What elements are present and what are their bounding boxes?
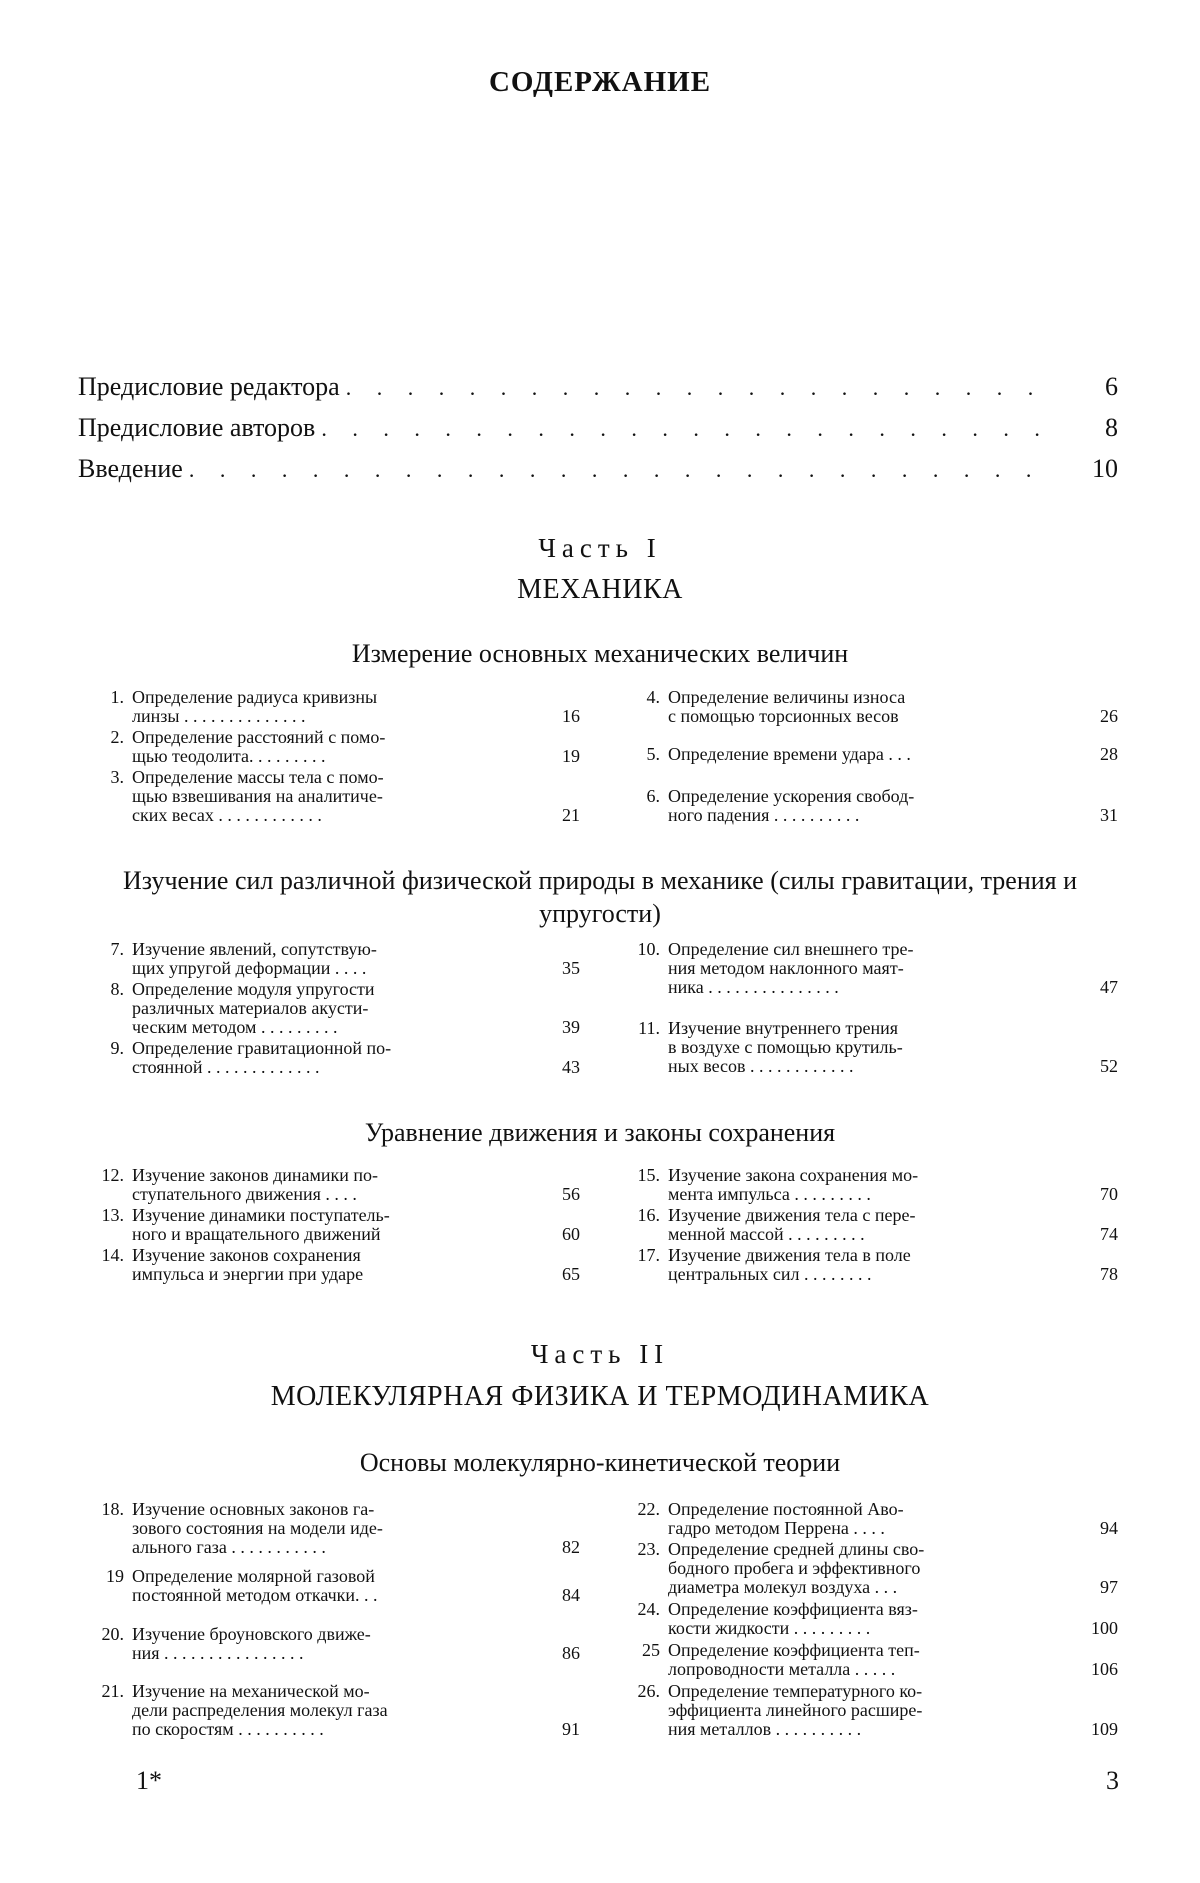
- entry-number: 3.: [110, 767, 124, 787]
- entry-number: 7.: [110, 939, 124, 959]
- entry-number: 18.: [101, 1499, 124, 1519]
- entry-title: Определение расстояний с помо- щью теодолита. . . . . . . . .: [132, 727, 386, 766]
- part-title: МОЛЕКУЛЯРНАЯ ФИЗИКА И ТЕРМОДИНАМИКА: [270, 1381, 930, 1412]
- entry-title: Изучение внутреннего трения в воздухе с помощью крутиль- ных весов . . . . . . . . . . . .: [668, 1018, 903, 1076]
- entry-number: 22.: [637, 1499, 660, 1519]
- entry-page: 100: [1091, 1618, 1118, 1638]
- entry-page: 74: [1100, 1224, 1118, 1244]
- entry-number: 11.: [638, 1018, 660, 1038]
- entry-page: 47: [1100, 977, 1118, 997]
- entry-title: Определение времени удара . . .: [668, 744, 911, 764]
- entry-number: 9.: [110, 1038, 124, 1058]
- entry-title: Изучение явлений, сопутствую- щих упругой деформации . . . .: [132, 939, 377, 978]
- entry-page: 60: [562, 1224, 580, 1244]
- entry-number: 5.: [646, 744, 660, 764]
- entry-number: 26.: [637, 1681, 660, 1701]
- entry-page: 94: [1100, 1518, 1118, 1538]
- page-number: 3: [1106, 1766, 1119, 1795]
- entry-number: 2.: [110, 727, 124, 747]
- entry-number: 6.: [646, 786, 660, 806]
- front-matter: [78, 372, 1118, 495]
- entry-number: 10.: [637, 939, 660, 959]
- entry-page: 8: [1105, 413, 1118, 442]
- entry-title: Определение величины износа с помощью торсионных весов: [668, 687, 906, 726]
- entry-page: 56: [562, 1184, 580, 1204]
- entry-page: 82: [562, 1537, 580, 1557]
- entry-title: Изучение основных законов га- зового состояния на модели иде- ального газа . . . . . . . . . . .: [132, 1499, 383, 1557]
- entry-title: Изучение на механической мо- дели распределения молекул газа по скоростям . . . . . . . . . .: [132, 1681, 388, 1739]
- entry-page: 70: [1100, 1184, 1118, 1204]
- section-title: Измерение основных механических величин: [351, 639, 849, 668]
- entry-title: Определение коэффициента теп- лопроводности металла . . . . .: [668, 1640, 920, 1679]
- entry-page: 10: [1092, 454, 1118, 483]
- entry-title: Определение температурного ко- эффициента линейного расшире- ния металлов . . . . . . . . . .: [668, 1681, 923, 1739]
- section-title: Основы молекулярно-кинетической теории: [359, 1448, 841, 1477]
- toc-entry[interactable]: [78, 454, 1118, 495]
- entry-number: 1.: [110, 687, 124, 707]
- entry-page: 97: [1100, 1577, 1118, 1597]
- entry-title: Изучение броуновского движе- ния . . . . . . . . . . . . . . . .: [132, 1624, 371, 1663]
- entry-page: 84: [562, 1585, 580, 1605]
- entry-title: Определение модуля упругости различных материалов акусти- ческим методом . . . . . . . . .: [132, 979, 375, 1037]
- entry-title: Изучение динамики поступатель- ного и вращательного движений: [132, 1205, 390, 1244]
- entry-title: Предисловие редактора: [78, 372, 340, 401]
- entry-page: 78: [1100, 1264, 1118, 1284]
- entry-number: 21.: [101, 1681, 124, 1701]
- entry-page: 52: [1100, 1056, 1118, 1076]
- dot-leader: [321, 416, 1052, 442]
- dot-leader: [346, 375, 1052, 401]
- entry-title: Определение радиуса кривизны линзы . . . . . . . . . . . . . .: [132, 687, 378, 726]
- entry-title: Определение постоянной Аво- гадро методом Перрена . . . .: [668, 1499, 904, 1538]
- entry-page: 35: [562, 958, 580, 978]
- entry-number: 12.: [101, 1165, 124, 1185]
- entry-page: 19: [562, 746, 580, 766]
- entry-page: 86: [562, 1643, 580, 1663]
- section-title: Уравнение движения и законы сохранения: [364, 1118, 836, 1147]
- entry-title: Определение гравитационной по- стоянной . . . . . . . . . . . . .: [132, 1038, 392, 1077]
- entry-page: 65: [562, 1264, 580, 1284]
- entry-title: Определение сил внешнего тре- ния методом наклонного маят- ника . . . . . . . . . . . . . . .: [668, 939, 914, 997]
- entry-number: 17.: [637, 1245, 660, 1265]
- entry-number: 25: [642, 1640, 660, 1660]
- entry-title: Введение: [78, 454, 183, 483]
- entry-number: 20.: [101, 1624, 124, 1644]
- entry-page: 28: [1100, 744, 1118, 764]
- entry-title: Определение массы тела с помо- щью взвешивания на аналитиче- ских весах . . . . . . . . . . . .: [132, 767, 384, 825]
- entry-page: 31: [1100, 805, 1118, 825]
- entry-title: Изучение движения тела в поле центральных сил . . . . . . . .: [668, 1245, 911, 1284]
- dot-leader: [189, 457, 1052, 483]
- entry-title: Изучение законов динамики по- ступательного движения . . . .: [132, 1165, 379, 1204]
- entry-title: Определение средней длины сво- бодного пробега и эффективного диаметра молекул воздуха . . .: [668, 1539, 925, 1597]
- part-heading: Часть I: [538, 533, 662, 563]
- entry-title: Изучение закона сохранения мо- мента импульса . . . . . . . . .: [668, 1165, 919, 1204]
- part-title: МЕХАНИКА: [517, 574, 683, 605]
- entry-page: 106: [1091, 1659, 1118, 1679]
- entry-number: 8.: [110, 979, 124, 999]
- entry-page: 43: [562, 1057, 580, 1077]
- entry-number: 4.: [646, 687, 660, 707]
- toc-entry[interactable]: [78, 372, 1118, 413]
- entry-page: 26: [1100, 706, 1118, 726]
- signature-mark: 1*: [136, 1766, 162, 1795]
- entry-number: 13.: [101, 1205, 124, 1225]
- entry-page: 91: [562, 1719, 580, 1739]
- entry-title: Определение коэффициента вяз- кости жидкости . . . . . . . . .: [668, 1599, 918, 1638]
- entry-number: 14.: [101, 1245, 124, 1265]
- entry-page: 39: [562, 1017, 580, 1037]
- entry-page: 16: [562, 706, 580, 726]
- entry-title: Изучение движения тела с пере- менной массой . . . . . . . . .: [668, 1205, 916, 1244]
- part-heading: Часть II: [530, 1339, 670, 1369]
- entry-number: 24.: [637, 1599, 660, 1619]
- entry-page: 6: [1105, 372, 1118, 401]
- section-title: Изучение сил различной физической природы в механике (силы гравитации, трения и упругости): [122, 866, 1078, 928]
- entry-page: 21: [562, 805, 580, 825]
- entry-title: Предисловие авторов: [78, 413, 316, 442]
- entry-page: 109: [1091, 1719, 1118, 1739]
- page-title: СОДЕРЖАНИЕ: [488, 66, 712, 98]
- entry-title: Изучение законов сохранения импульса и энергии при ударе: [132, 1245, 364, 1284]
- entry-number: 19: [106, 1566, 124, 1586]
- entry-title: Определение молярной газовой постоянной методом откачки. . .: [132, 1566, 378, 1605]
- entry-title: Определение ускорения свобод- ного падения . . . . . . . . . .: [668, 786, 915, 825]
- entry-number: 23.: [637, 1539, 660, 1559]
- entry-number: 16.: [637, 1205, 660, 1225]
- entry-number: 15.: [637, 1165, 660, 1185]
- toc-entry[interactable]: [78, 413, 1118, 454]
